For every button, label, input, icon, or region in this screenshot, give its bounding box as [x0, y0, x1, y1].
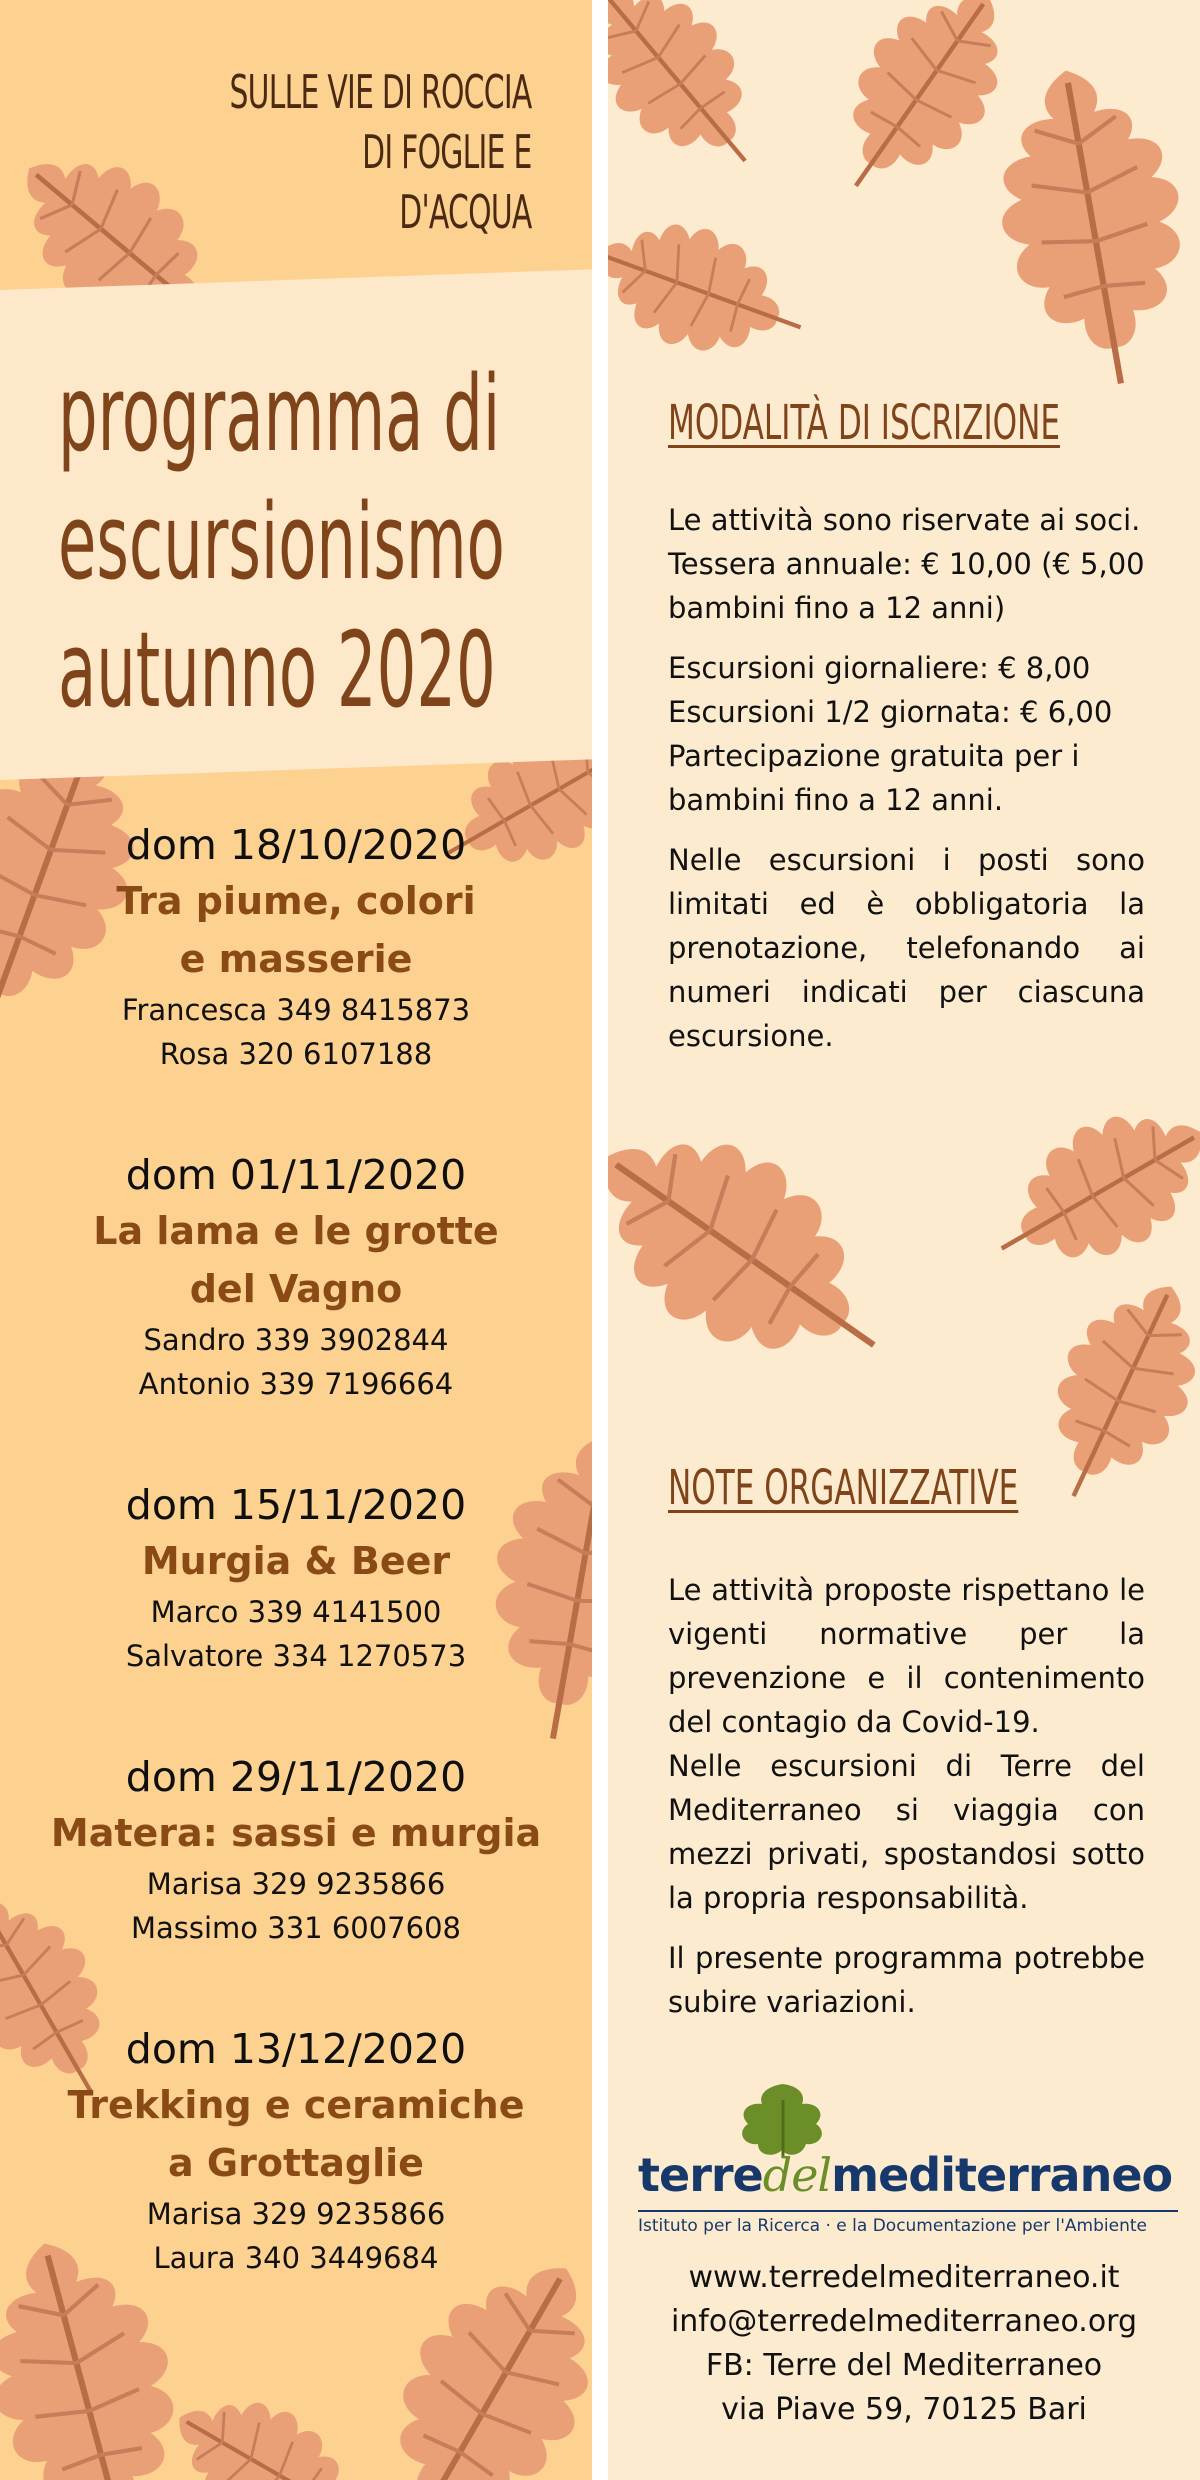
logo-part: terre: [638, 2148, 763, 2202]
logo-subtitle: Istituto per la Ricerca · e la Documentazione per l'Ambiente: [638, 2216, 1147, 2236]
price-line: Escursioni 1/2 giornata: € 6,00: [668, 695, 1113, 729]
event-contact: Marisa 329 9235866: [146, 2197, 446, 2231]
tagline-line: DI FOGLIE E: [362, 125, 532, 179]
event-title: Murgia & Beer: [141, 1539, 451, 1583]
logo-part: del: [762, 2148, 832, 2202]
event-contact: Massimo 331 6007608: [130, 1911, 461, 1945]
event-title: Matera: sassi e murgia: [50, 1811, 542, 1855]
iscrizione-paragraph: Le attività sono riservate ai soci. Tessera annuale: € 10,00 (€ 5,00 bambini fino a 12 anni): [668, 503, 1145, 625]
price-line: Escursioni giornaliere: € 8,00: [668, 651, 1091, 685]
event-contact: Antonio 339 7196664: [138, 1367, 454, 1401]
event-contact: Laura 340 3449684: [153, 2241, 439, 2275]
website-link[interactable]: www.terredelmediterraneo.it: [688, 2260, 1120, 2295]
note-heading: NOTE ORGANIZZATIVE: [668, 1460, 1019, 1516]
title-line: escursionismo: [58, 481, 505, 603]
logo-wordmark: [638, 2148, 1178, 2202]
program-panel: [0, 0, 592, 2480]
event-title: Tra piume, colori: [116, 879, 476, 923]
event-contact: Rosa 320 6107188: [159, 1037, 433, 1071]
contact-info: [608, 2256, 1200, 2432]
event-title: a Grottaglie: [168, 2141, 424, 2185]
event-item: [0, 1148, 592, 1406]
oak-leaf-icon: [961, 44, 1200, 405]
note-paragraph: Nelle escursioni di Terre del Mediterraneo si viaggia con mezzi privati, spostandosi sotto la propria responsabilità.: [668, 1749, 1145, 1915]
event-title: Trekking e ceramiche: [67, 2083, 525, 2127]
event-date: dom 13/12/2020: [125, 2025, 467, 2073]
logo-part: mediterraneo: [831, 2148, 1173, 2202]
organization-logo: [638, 2080, 1178, 2250]
event-contact: Sandro 339 3902844: [143, 1323, 449, 1357]
event-title: e masserie: [179, 937, 413, 981]
event-date: dom 01/11/2020: [125, 1151, 467, 1199]
price-line: Partecipazione gratuita per i bambini fino a 12 anni.: [668, 739, 1080, 817]
info-panel: [608, 0, 1200, 2480]
iscrizione-paragraph: Nelle escursioni i posti sono limitati ed è obbligatoria la prenotazione, telefonando ai numeri indicati per ciascuna escursione.: [668, 843, 1145, 1053]
iscrizione-heading: MODALITÀ DI ISCRIZIONE: [668, 395, 1061, 451]
iscrizione-paragraph: [668, 646, 1145, 822]
event-date: dom 18/10/2020: [125, 821, 467, 869]
event-contact: Francesca 349 8415873: [121, 993, 471, 1027]
events-list: [0, 818, 592, 2352]
oak-leaf-icon: [608, 183, 835, 397]
tagline-line: D'ACQUA: [399, 185, 532, 239]
oak-leaf-icon: [608, 0, 804, 211]
event-date: dom 29/11/2020: [125, 1753, 467, 1801]
page-title: [58, 350, 505, 734]
event-item: [0, 1478, 592, 1678]
note-paragraph: Il presente programma potrebbe subire variazioni.: [668, 1941, 1145, 2019]
oak-leaf-icon: [608, 1062, 940, 1437]
tagline: [230, 62, 532, 242]
event-item: [0, 818, 592, 1076]
event-item: [0, 1750, 592, 1950]
title-line: autunno 2020: [58, 609, 496, 731]
note-text: [668, 1568, 1145, 2024]
facebook-link[interactable]: FB: Terre del Mediterraneo: [705, 2348, 1103, 2383]
event-title: La lama e le grotte: [93, 1209, 499, 1253]
event-contact: Marco 339 4141500: [150, 1595, 442, 1629]
iscrizione-text: [668, 498, 1145, 1074]
tagline-line: SULLE VIE DI ROCCIA: [229, 65, 532, 119]
note-paragraph: Le attività proposte rispettano le vigenti normative per la prevenzione e il contenimento del contagio da Covid-19.: [668, 1573, 1145, 1739]
event-title: del Vagno: [189, 1267, 403, 1311]
email-link[interactable]: info@terredelmediterraneo.org: [670, 2304, 1138, 2339]
event-date: dom 15/11/2020: [125, 1481, 467, 1529]
title-line: programma di: [58, 353, 501, 475]
address: via Piave 59, 70125 Bari: [721, 2392, 1087, 2427]
event-contact: Marisa 329 9235866: [146, 1867, 446, 1901]
event-contact: Salvatore 334 1270573: [125, 1639, 467, 1673]
logo-divider: [638, 2210, 1178, 2212]
event-item: [0, 2022, 592, 2280]
